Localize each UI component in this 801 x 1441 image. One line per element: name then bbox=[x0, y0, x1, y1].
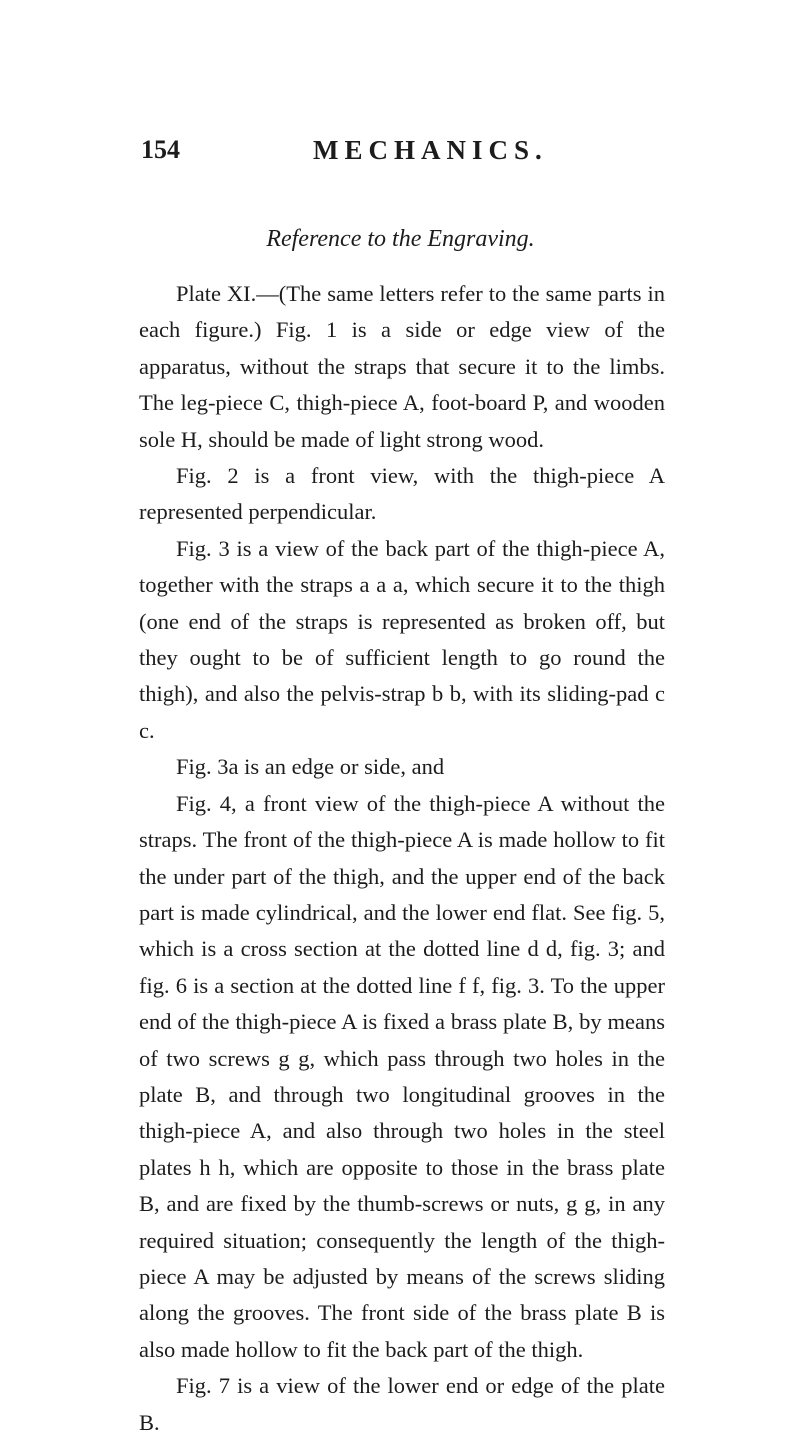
paragraph-fig-2: Fig. 2 is a front view, with the thigh-piece A represented perpendicular. bbox=[139, 463, 665, 525]
section-heading: Reference to the Engraving. bbox=[266, 226, 535, 252]
paragraph-fig-7: Fig. 7 is a view of the lower end or edge of the plate B. bbox=[139, 1373, 665, 1435]
page-number: 154 bbox=[141, 135, 180, 164]
paragraph-fig-3: Fig. 3 is a view of the back part of the thigh-piece A, together with the straps a a a, which secure it to the thigh (one end of the straps is represented as broken off, but they ought to be of sufficient length to go round the thigh), and also the pelvis-strap b b, with its sliding-pad c c. bbox=[139, 535, 665, 743]
paragraph-plate-xi: Plate XI.—(The same letters refer to the same parts in each figure.) Fig. 1 is a side or edge view of the apparatus, without the straps that secure it to the limbs. The leg-piece C, thigh-piece A, foot-board P, and wooden sole H, should be made of light strong wood. bbox=[139, 281, 665, 452]
running-head bbox=[141, 135, 661, 175]
running-title: MECHANICS. bbox=[313, 135, 548, 165]
paragraph-fig-4: Fig. 4, a front view of the thigh-piece A without the straps. The front of the thigh-piece A is made hollow to fit the under part of the thigh, and the upper end of the back part is made cylindrical, and the lower end flat. See fig. 5, which is a cross section at the dotted line d d, fig. 3; and fig. 6 is a section at the dotted line f f, fig. 3. To the upper end of the thigh-piece A is fixed a brass plate B, by means of two screws g g, which pass through two holes in the plate B, and through two longitudinal grooves in the thigh-piece A, and also through two holes in the steel plates h h, which are opposite to those in the brass plate B, and are fixed by the thumb-screws or nuts, g g, in any required situation; consequently the length of the thigh-piece A may be adjusted by means of the screws sliding along the grooves. The front side of the brass plate B is also made hollow to fit the back part of the thigh. bbox=[139, 790, 665, 1362]
body-text bbox=[139, 276, 665, 1441]
paragraph-fig-3a: Fig. 3a is an edge or side, and bbox=[176, 754, 445, 780]
